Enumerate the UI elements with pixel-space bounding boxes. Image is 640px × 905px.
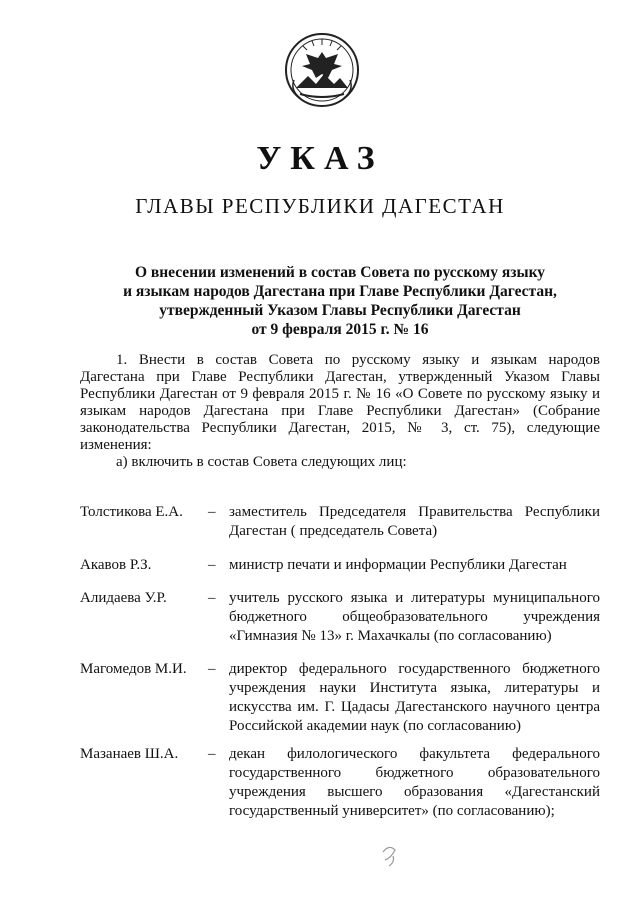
description-line: Российской академии наук (по согласованию) — [229, 718, 522, 734]
member-name: Акавов Р.З. — [80, 557, 152, 573]
heading-line: от 9 февраля 2015 г. № 16 — [251, 321, 429, 338]
member-name: Магомедов М.И. — [80, 661, 187, 677]
member-description — [229, 556, 600, 575]
heading-line: утвержденный Указом Главы Республики Дагестан — [159, 302, 521, 319]
member-description — [229, 660, 600, 736]
member-name: Толстикова Е.А. — [80, 504, 183, 520]
paragraph-line: 1. Внести в состав Совета по русскому языку и языкам народов — [116, 352, 600, 368]
description-line: директор федерального государственного бюджетного — [229, 661, 600, 677]
subpoint-line: а) включить в состав Совета следующих лиц: — [116, 454, 407, 470]
description-line: учреждения науки Института языка, литературы и — [229, 680, 600, 696]
paragraph-line: Республики Дагестан от 9 февраля 2015 г. № 16 «О Совете по русскому языку и — [80, 386, 600, 402]
member-dash: – — [208, 557, 216, 573]
description-line: государственного бюджетного образовательного — [229, 765, 600, 781]
description-line: Дагестан ( председатель Совета) — [229, 523, 438, 539]
member-description — [229, 503, 600, 541]
description-line: «Гимназия № 13» г. Махачкалы (по согласованию) — [229, 628, 552, 644]
description-line: учитель русского языка и литературы муниципального — [229, 590, 600, 606]
member-dash: – — [208, 661, 216, 677]
body-paragraph — [80, 352, 600, 471]
description-line: бюджетного общеобразовательного учреждения — [229, 609, 600, 625]
coat-of-arms-emblem — [282, 30, 362, 110]
member-name: Алидаева У.Р. — [80, 590, 167, 606]
description-line: декан филологического факультета федерального — [229, 746, 600, 762]
document-title: УКАЗ — [256, 140, 384, 177]
description-line: заместитель Председателя Правительства Республики — [229, 504, 600, 520]
member-dash: – — [208, 590, 216, 606]
heading-line: и языкам народов Дагестана при Главе Республики Дагестан, — [123, 283, 557, 300]
description-line: государственный университет» (по согласованию); — [229, 803, 555, 819]
member-dash: – — [208, 504, 216, 520]
member-dash: – — [208, 746, 216, 762]
description-line: учреждения высшего образования «Дагестанский — [229, 784, 600, 800]
paragraph-line: языкам народов Дагестана при Главе Республики Дагестан» (Собрание — [80, 403, 600, 419]
member-description — [229, 745, 600, 821]
paragraph-line: Дагестана при Главе Республики Дагестан, утвержденный Указом Главы — [80, 369, 600, 385]
description-line: искусства им. Г. Цадасы Дагестанского научного центра — [229, 699, 600, 715]
member-description — [229, 589, 600, 646]
document-heading — [80, 263, 600, 339]
heading-line: О внесении изменений в состав Совета по русскому языку — [134, 264, 546, 281]
description-line: министр печати и информации Республики Дагестан — [229, 557, 567, 573]
paragraph-line: изменения: — [80, 437, 152, 453]
handwritten-mark — [375, 838, 405, 868]
document-subtitle: ГЛАВЫ РЕСПУБЛИКИ ДАГЕСТАН — [135, 194, 505, 218]
paragraph-line: законодательства Республики Дагестан, 2015, № 3, ст. 75), следующие — [80, 420, 600, 436]
member-name: Мазанаев Ш.А. — [80, 746, 179, 762]
